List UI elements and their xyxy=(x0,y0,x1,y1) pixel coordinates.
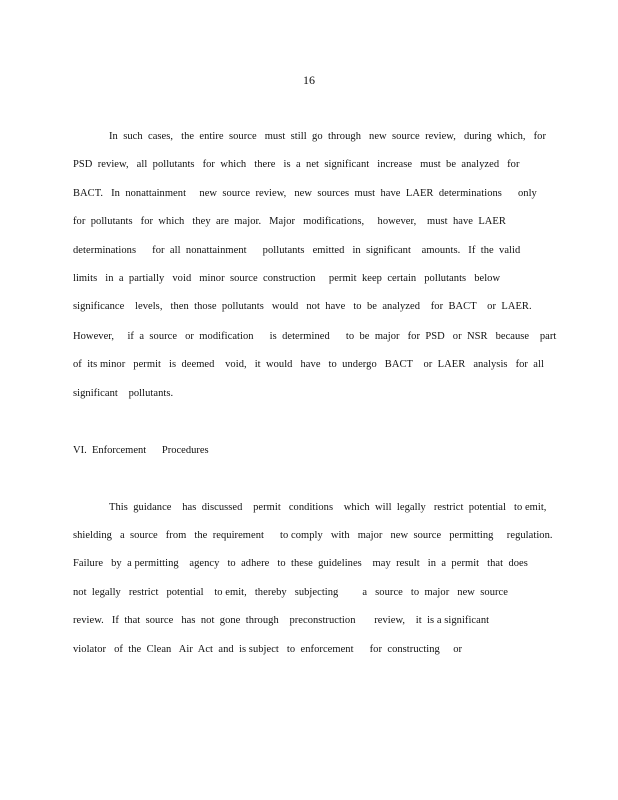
paragraph-line: of its minor permit is deemed void, it would have to undergo BACT or LAER analysis for all xyxy=(73,359,544,370)
paragraph-line: violator of the Clean Air Act and is subject to enforcement for constructing or xyxy=(73,644,463,655)
paragraph-line: limits in a partially void minor source construction permit keep certain pollutants below xyxy=(73,273,501,284)
paragraph-line: review. If that source has not gone through preconstruction review, it is a significant xyxy=(73,615,490,626)
page-number: 16 xyxy=(303,73,315,87)
paragraph-line: Failure by a permitting agency to adhere to these guidelines may result in a permit that does xyxy=(73,558,528,569)
section-heading-enforcement: VI. Enforcement Procedures xyxy=(73,445,209,456)
paragraph-line: significant pollutants. xyxy=(73,388,174,399)
paragraph-line: However, if a source or modification is determined to be major for PSD or NSR because part xyxy=(73,331,557,342)
paragraph-line: significance levels, then those pollutants would not have to be analyzed for BACT or LAER. xyxy=(73,301,532,312)
paragraph-line: shielding a source from the requirement to comply with major new source permitting regulation. xyxy=(73,530,553,541)
paragraph-line: not legally restrict potential to emit, thereby subjecting a source to major new source xyxy=(73,587,508,598)
paragraph-line: determinations for all nonattainment pollutants emitted in significant amounts. If the valid xyxy=(73,245,521,256)
paragraph-line: for pollutants for which they are major. Major modifications, however, must have LAER xyxy=(73,216,506,227)
paragraph-line: This guidance has discussed permit conditions which will legally restrict potential to emit, xyxy=(109,502,547,513)
paragraph-line: PSD review, all pollutants for which there is a net significant increase must be analyzed for xyxy=(73,159,520,170)
paragraph-line: In such cases, the entire source must still go through new source review, during which, for xyxy=(109,131,547,142)
paragraph-line: BACT. In nonattainment new source review, new sources must have LAER determinations only xyxy=(73,188,537,199)
